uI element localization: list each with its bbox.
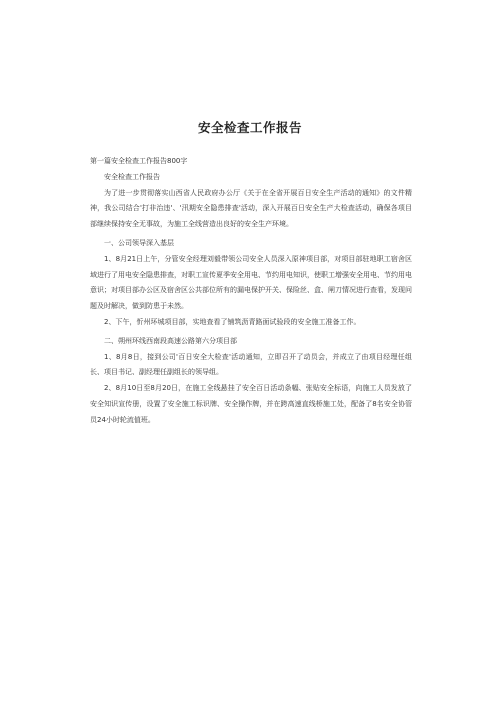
paragraph-1-2: 2、下午，忻州环城项目部，实地查看了铺筑沥青路面试验段的安全施工准备工作。 (104, 317, 361, 326)
paragraph-2-2: 2、8月10日至8月20日，在施工全线悬挂了安全百日活动条幅、张贴安全标语，向施工人员发放了安全知识宣传册，设置了安全施工标识牌、安全操作牌，并在跨高速直线桥施工处，配备了8名安全协管员24小时轮流值班。 (90, 384, 412, 424)
document-title: 安全检查工作报告 (197, 120, 302, 135)
section-heading: 第一篇安全检查工作报告800字 (90, 157, 188, 165)
section-heading-2: 二、朔州环线西南段高速公路第六分项目部 (104, 336, 237, 345)
paragraph-2-1: 1、8月8日，接到公司'百日安全大检查'活动通知，立即召开了动员会，并成立了由项目经理任组长、项目书记、副经理任副组长的领导组。 (90, 352, 412, 377)
paragraph-1-1: 1、8月21日上午，分管安全经理刘毅带领公司安全人员深入原神项目部，对项目部驻地职工宿舍区域进行了用电安全隐患排查，对职工宣传夏季安全用电、节约用电知识，使职工增强安全用电、节约用电意识；对项目部办公区及宿舍区公共部位所有的漏电保护开关、保险丝、盒、闸刀情况进行查看，发现问题及时解决，做到防患于未然。 (90, 254, 412, 311)
intro-paragraph: 为了进一步贯彻落实山西省人民政府办公厅《关于在全省开展百日安全生产活动的通知》的文件精神，我公司结合'打非治违'、'汛期安全隐患排查'活动，深入开展百日安全生产大检查活动，确保各项目部继续保持安全无事故，为施工全线营造出良好的安全生产环境。 (90, 188, 412, 229)
subtitle: 安全检查工作报告 (104, 172, 160, 181)
section-heading-1: 一、公司领导深入基层 (104, 238, 174, 247)
document-body (90, 154, 412, 429)
